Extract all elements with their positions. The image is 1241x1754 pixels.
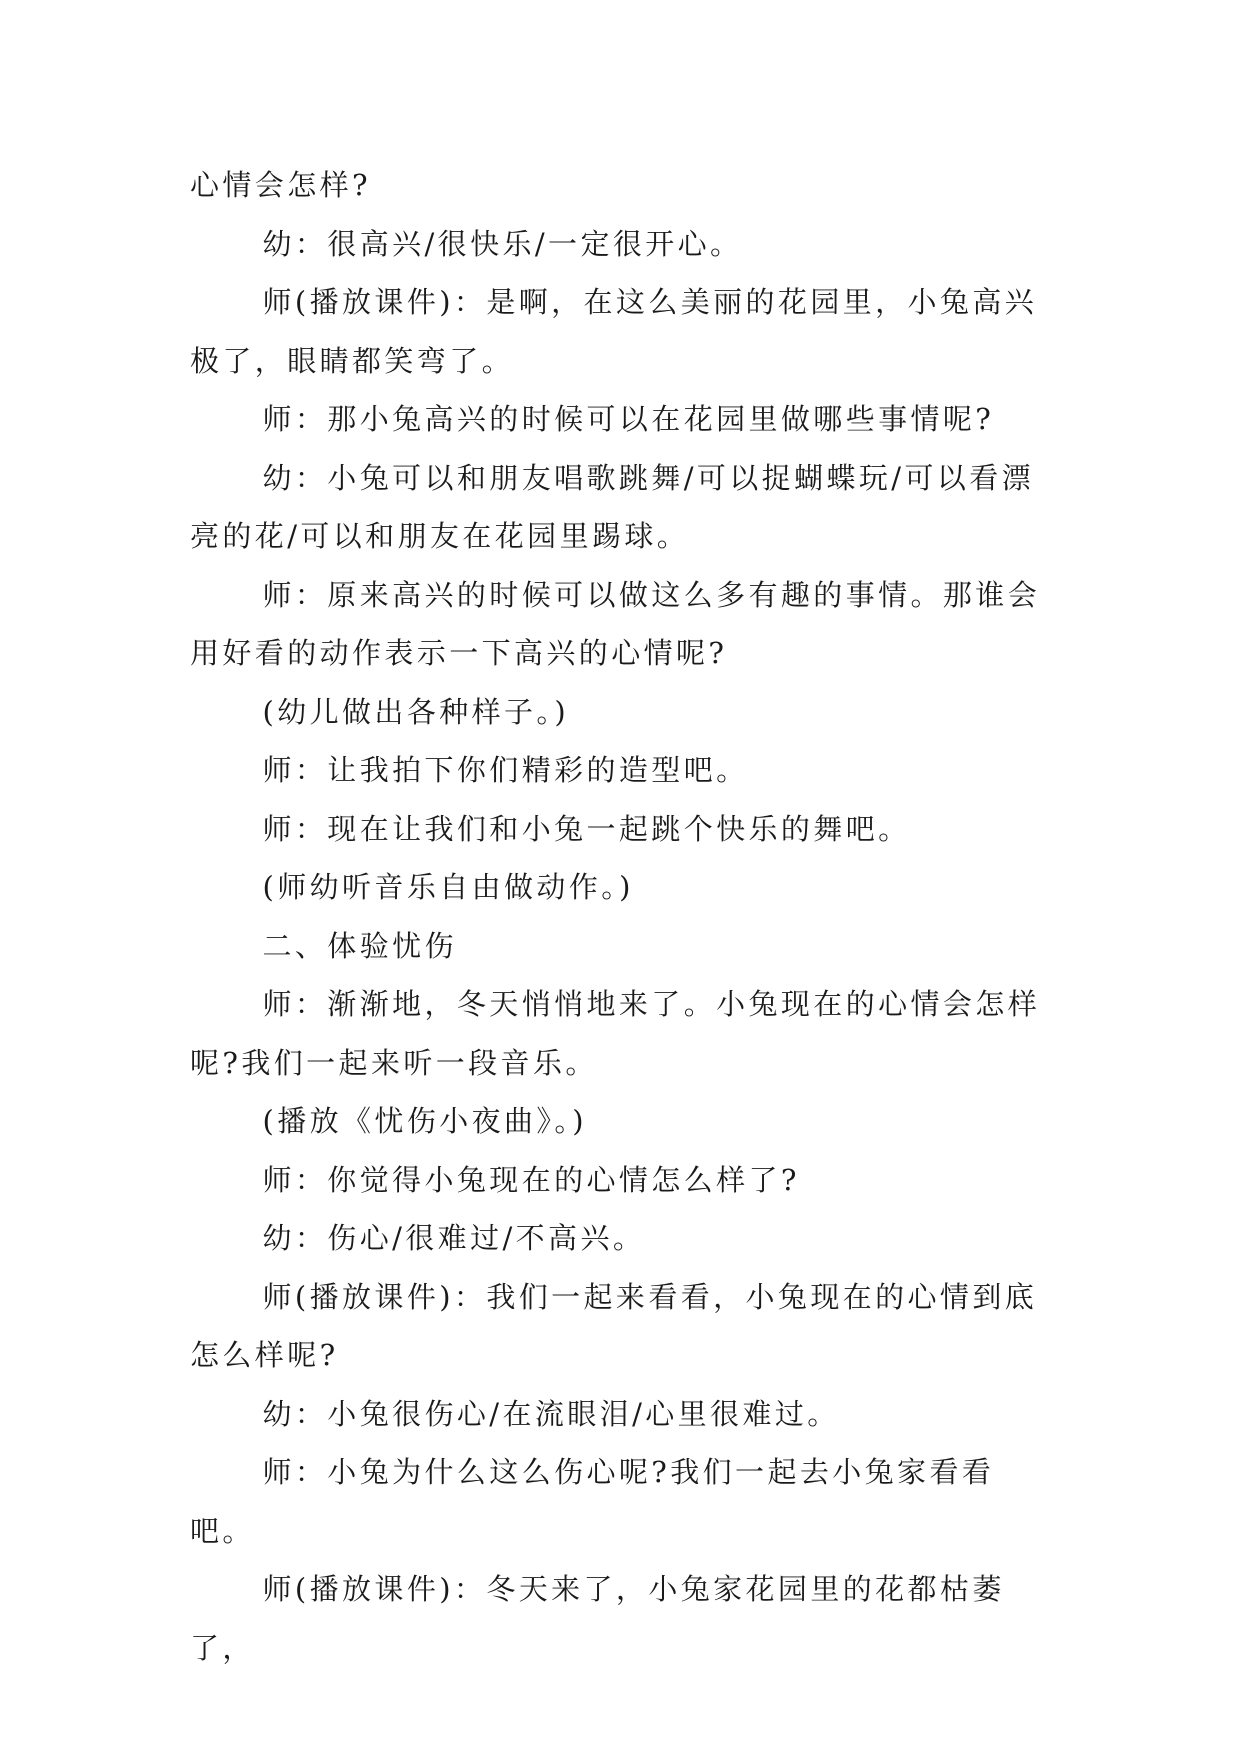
paragraph: 师：小兔为什么这么伤心呢?我们一起去小兔家看看吧。 [190, 1455, 995, 1548]
paragraph: 师：现在让我们和小兔一起跳个快乐的舞吧。 [262, 811, 911, 846]
paragraph: 幼：伤心/很难过/不高兴。 [262, 1221, 646, 1255]
paragraph: 心情会怎样? [190, 168, 371, 202]
paragraph: 师：渐渐地，冬天悄悄地来了。小兔现在的心情会怎样呢?我们一起来听一段音乐。 [190, 987, 1041, 1080]
paragraph: 师：原来高兴的时候可以做这么多有趣的事情。那谁会用好看的动作表示一下高兴的心情呢? [190, 577, 1041, 670]
paragraph: 师(播放课件)：冬天来了，小兔家花园里的花都枯萎了， [190, 1572, 1005, 1665]
section-heading: 二、体验忧伤 [262, 928, 457, 963]
paragraph: 师(播放课件)：我们一起来看看，小兔现在的心情到底怎么样呢? [190, 1279, 1038, 1372]
paragraph: 师：那小兔高兴的时候可以在花园里做哪些事情呢? [262, 402, 995, 436]
paragraph: 师(播放课件)：是啊，在这么美丽的花园里，小兔高兴极了，眼睛都笑弯了。 [190, 285, 1038, 378]
paragraph: (播放《忧伤小夜曲》。) [262, 1104, 587, 1138]
document-body [190, 156, 1058, 1677]
paragraph: 师：让我拍下你们精彩的造型吧。 [262, 753, 749, 787]
paragraph: 幼：小兔可以和朋友唱歌跳舞/可以捉蝴蝶玩/可以看漂亮的花/可以和朋友在花园里踢球。 [190, 460, 1035, 553]
paragraph: (师幼听音乐自由做动作。) [262, 870, 634, 904]
paragraph: 幼：小兔很伤心/在流眼泪/心里很难过。 [262, 1396, 840, 1431]
paragraph: 师：你觉得小兔现在的心情怎么样了? [262, 1162, 800, 1197]
paragraph: 幼：很高兴/很快乐/一定很开心。 [262, 226, 743, 261]
paragraph: (幼儿做出各种样子。) [262, 694, 570, 729]
